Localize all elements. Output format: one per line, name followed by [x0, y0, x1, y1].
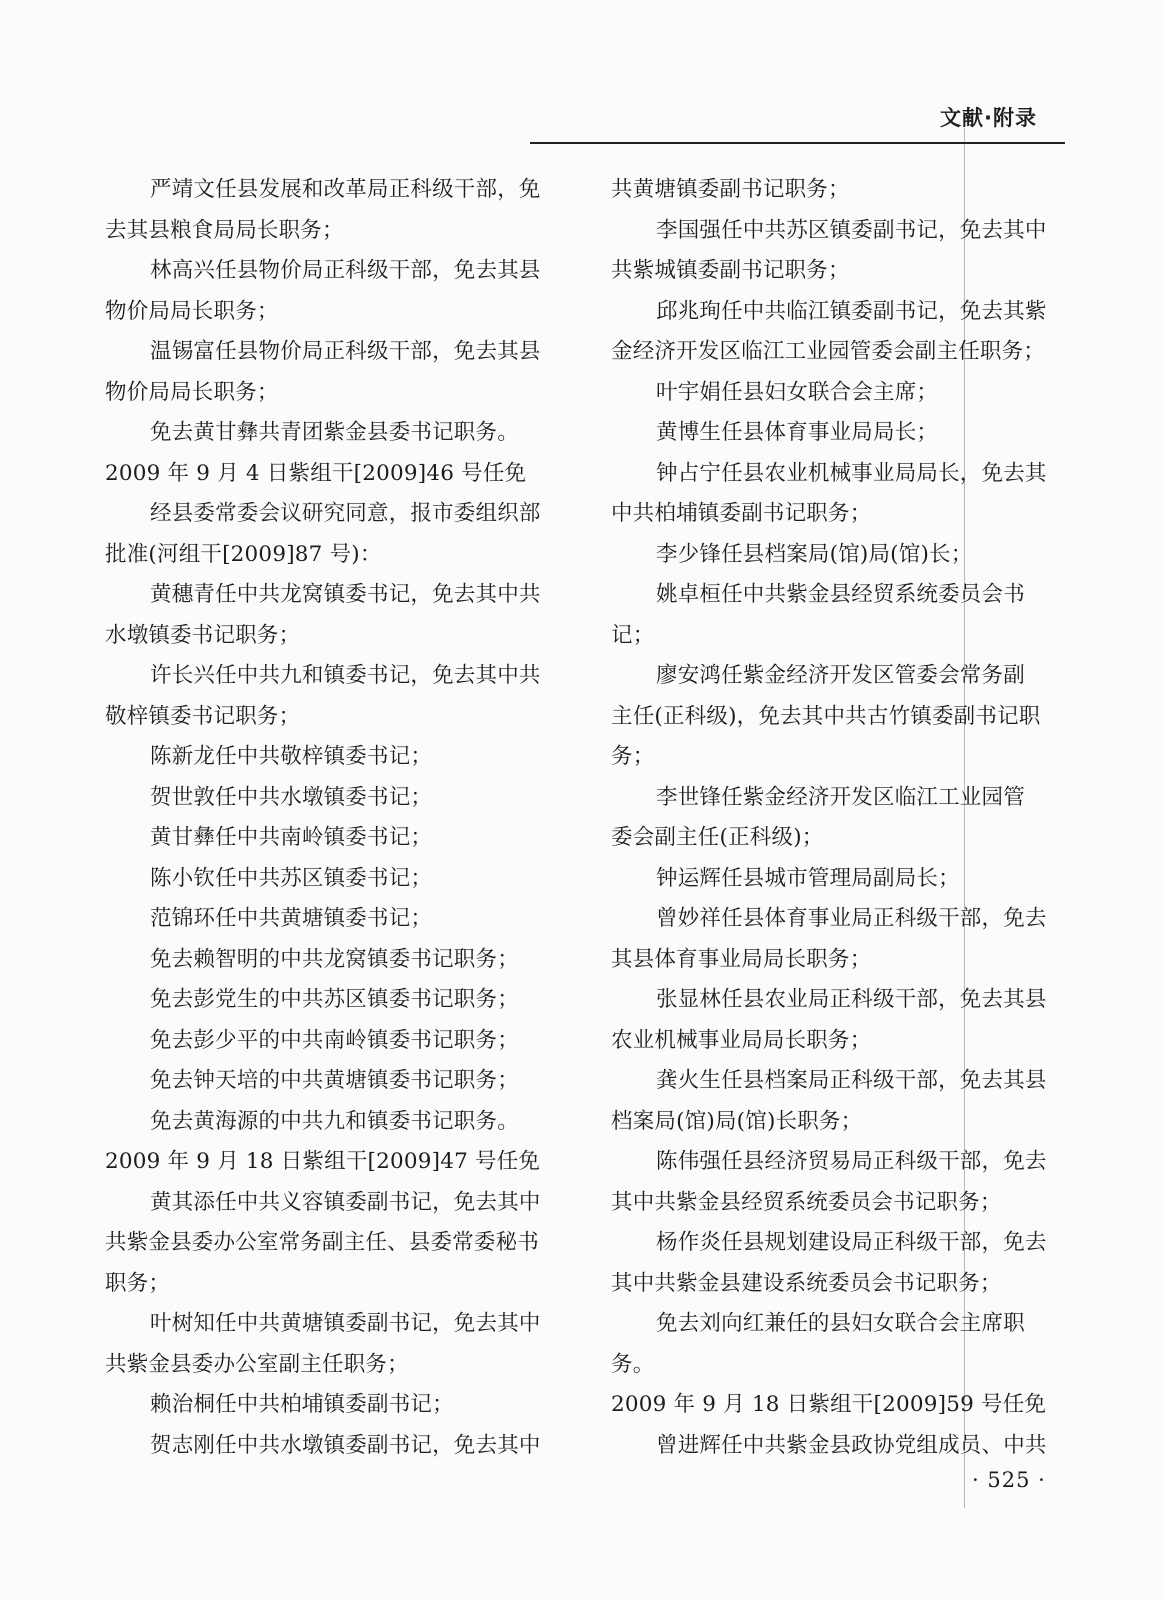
text-line: 其中共紫金县经贸系统委员会书记职务； [611, 1189, 1002, 1215]
right-text-column [611, 170, 1066, 1466]
text-line: 曾妙祥任县体育事业局正科级干部，免去 [656, 906, 1047, 931]
left-text-column [105, 170, 560, 1466]
text-line: 龚火生任县档案局正科级干部，免去其县 [656, 1068, 1047, 1093]
text-line: 2009 年 9 月 4 日紫组干[2009]46 号任免 [105, 460, 527, 486]
text-line: 批准(河组干[2009]87 号)： [105, 541, 382, 567]
text-line: 共紫金县委办公室常务副主任、县委常委秘书 [105, 1230, 540, 1255]
text-line: 务； [611, 744, 655, 769]
text-line: 共紫金县委办公室副主任职务； [105, 1351, 409, 1377]
text-line: 黄穗青任中共龙窝镇委书记，免去其中共 [150, 582, 541, 607]
text-line: 范锦环任中共黄塘镇委书记； [150, 906, 433, 931]
text-line: 严靖文任县发展和改革局正科级干部，免 [150, 177, 541, 202]
text-line: 记； [611, 622, 655, 648]
text-line: 陈新龙任中共敬梓镇委书记； [150, 744, 433, 769]
text-line: 姚卓桓任中共紫金县经贸系统委员会书 [656, 582, 1025, 607]
text-line: 经县委常委会议研究同意，报市委组织部 [150, 501, 541, 526]
text-line: 免去黄甘彝共青团紫金县委书记职务。 [150, 420, 519, 445]
text-line: 杨作炎任县规划建设局正科级干部，免去 [656, 1230, 1047, 1255]
text-line: 免去黄海源的中共九和镇委书记职务。 [150, 1108, 519, 1134]
text-line: 主任(正科级)，免去其中共古竹镇委副书记职 [611, 703, 1041, 729]
text-line: 委会副主任(正科级)； [611, 825, 824, 850]
text-line: 叶宇娟任县妇女联合会主席； [656, 379, 939, 405]
text-line: 陈小钦任中共苏区镇委书记； [150, 865, 433, 891]
text-line: 职务； [105, 1270, 171, 1296]
text-line: 共黄塘镇委副书记职务； [611, 177, 850, 202]
header-title: 文献·附录 [940, 106, 1037, 130]
text-line: 贺世敦任中共水墩镇委书记； [150, 784, 433, 810]
text-line: 务。 [611, 1351, 655, 1377]
text-line: 免去赖智明的中共龙窝镇委书记职务； [150, 946, 519, 972]
page-number: · 525 · [972, 1468, 1046, 1492]
text-line: 去其县粮食局局长职务； [105, 217, 344, 243]
text-line: 曾进辉任中共紫金县政协党组成员、中共 [656, 1432, 1047, 1458]
text-line: 共紫城镇委副书记职务； [611, 258, 850, 283]
text-line: 其县体育事业局局长职务； [611, 946, 872, 972]
text-line: 林高兴任县物价局正科级干部，免去其县 [150, 258, 541, 283]
text-line: 许长兴任中共九和镇委书记，免去其中共 [150, 663, 541, 688]
text-line: 免去彭少平的中共南岭镇委书记职务； [150, 1027, 519, 1053]
text-line: 李国强任中共苏区镇委副书记，免去其中 [656, 217, 1047, 243]
text-line: 邱兆珣任中共临江镇委副书记，免去其紫 [656, 298, 1047, 324]
text-line: 温锡富任县物价局正科级干部，免去其县 [150, 339, 541, 364]
text-line: 黄甘彝任中共南岭镇委书记； [150, 825, 433, 850]
text-line: 免去刘向红兼任的县妇女联合会主席职 [656, 1311, 1025, 1336]
text-line: 廖安鸿任紫金经济开发区管委会常务副 [656, 663, 1025, 688]
text-line: 中共柏埔镇委副书记职务； [611, 501, 872, 526]
running-header [530, 102, 1065, 144]
text-line: 农业机械事业局局长职务； [611, 1027, 872, 1053]
text-line: 免去钟天培的中共黄塘镇委书记职务； [150, 1068, 519, 1093]
text-line: 物价局局长职务； [105, 298, 279, 324]
text-line: 黄博生任县体育事业局局长； [656, 420, 939, 445]
text-line: 其中共紫金县建设系统委员会书记职务； [611, 1270, 1002, 1296]
text-line: 贺志刚任中共水墩镇委副书记，免去其中 [150, 1432, 541, 1458]
text-line: 物价局局长职务； [105, 379, 279, 405]
text-line: 李世锋任紫金经济开发区临江工业园管 [656, 784, 1025, 810]
text-line: 2009 年 9 月 18 日紫组干[2009]59 号任免 [611, 1392, 1047, 1417]
text-line: 陈伟强任县经济贸易局正科级干部，免去 [656, 1149, 1047, 1174]
text-line: 黄其添任中共义容镇委副书记，免去其中 [150, 1189, 541, 1215]
text-line: 2009 年 9 月 18 日紫组干[2009]47 号任免 [105, 1149, 541, 1174]
text-line: 叶树知任中共黄塘镇委副书记，免去其中 [150, 1311, 541, 1336]
text-line: 赖治桐任中共柏埔镇委副书记； [150, 1392, 454, 1417]
text-line: 档案局(馆)局(馆)长职务； [611, 1108, 863, 1134]
text-line: 敬梓镇委书记职务； [105, 703, 301, 729]
text-line: 免去彭党生的中共苏区镇委书记职务； [150, 987, 519, 1012]
text-line: 水墩镇委书记职务； [105, 622, 301, 648]
text-line: 金经济开发区临江工业园管委会副主任职务； [611, 339, 1046, 364]
text-line: 李少锋任县档案局(馆)局(馆)长； [656, 541, 973, 567]
text-line: 张显林任县农业局正科级干部，免去其县 [656, 987, 1047, 1012]
text-line: 钟占宁任县农业机械事业局局长，免去其 [656, 460, 1047, 486]
text-line: 钟运辉任县城市管理局副局长； [656, 865, 960, 891]
